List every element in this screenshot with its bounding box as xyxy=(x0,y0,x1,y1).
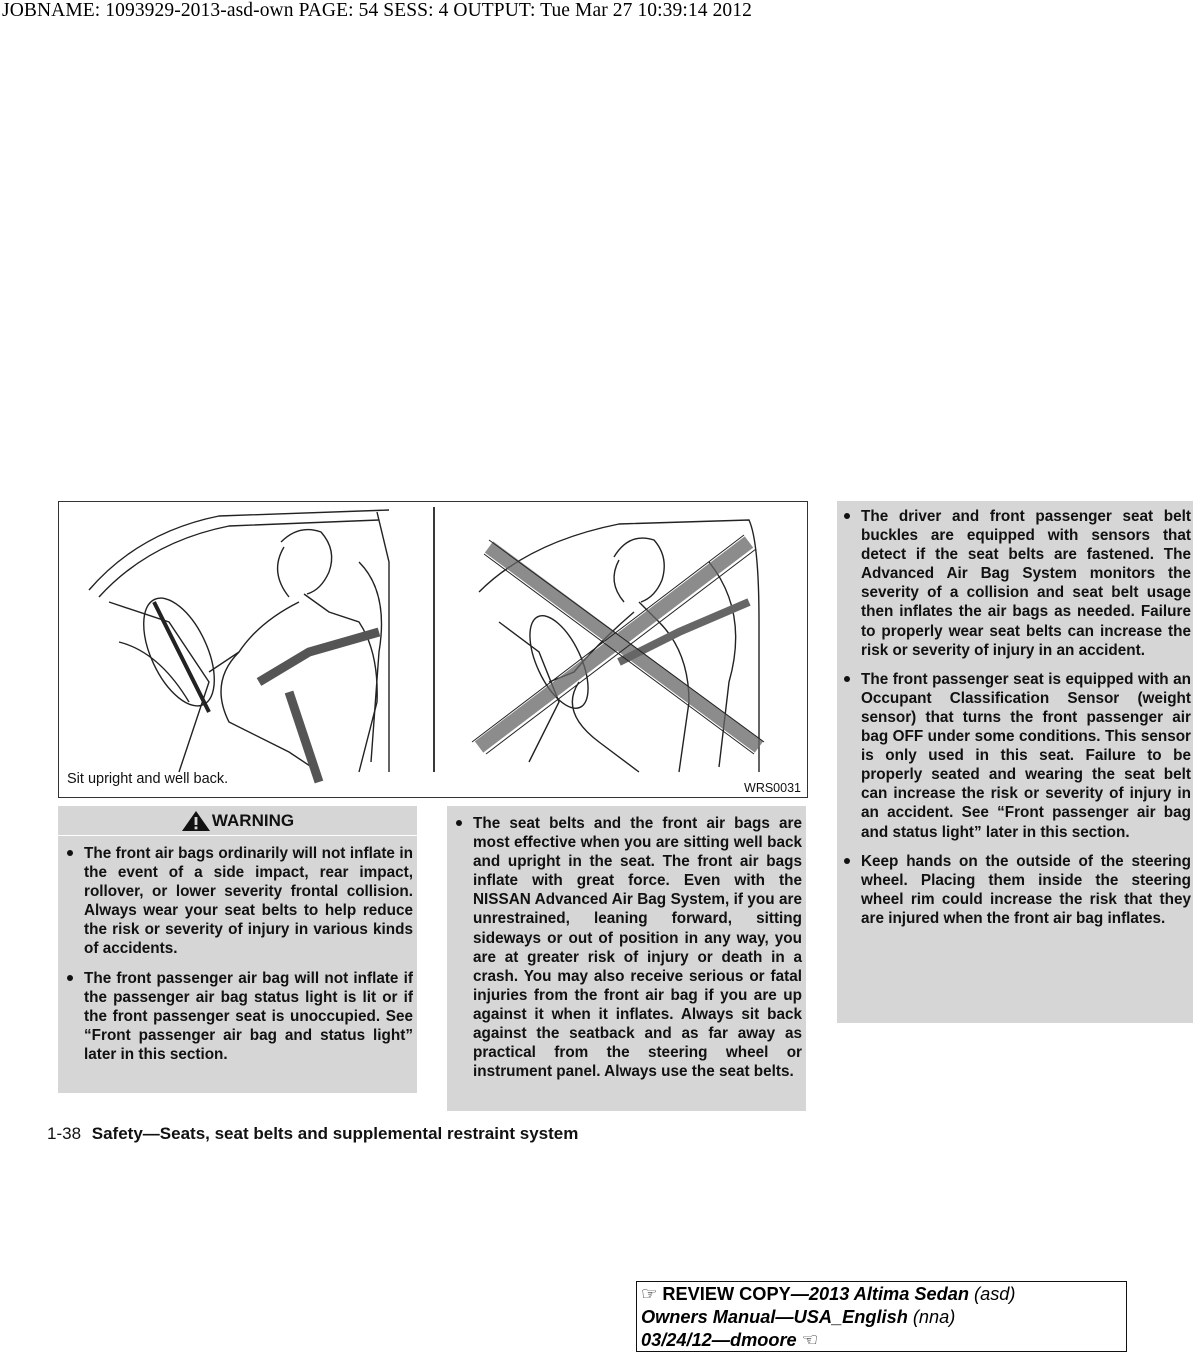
warning-column-2 xyxy=(447,806,806,1111)
warning-bullet: The driver and front passenger seat belt buckles are equipped with sensors that detect if the seat belts are fastened. The Advanced Air Bag System monitors the severity of a collision and seat belt usage then inflates the air bags as needed. Failure to properly wear seat belts can increase the risk or severity of injury in an accident. xyxy=(839,507,1191,660)
review-model: —2013 Altima Sedan xyxy=(790,1284,969,1304)
warning-bullet: The seat belts and the front air bags are most effective when you are sitting well back and upright in the seat. The front air bags inflate with great force. Even with the NISSAN Advanced Air Bag System, if you are unrestrained, leaning forward, sitting sideways or out of position in any way, you are at greater risk of injury or death in a crash. You may also receive serious or fatal injuries from the front air bag if you are up against it when it inflates. Always sit back against the seatback and as far away as practical from the steering wheel or instrument panel. Always use the seat belts. xyxy=(451,814,802,1081)
warning-bullet: Keep hands on the outside of the steering wheel. Placing them inside the steering wheel rim could increase the risk that they are injured when the front air bag inflates. xyxy=(839,852,1191,928)
job-header: JOBNAME: 1093929-2013-asd-own PAGE: 54 SESS: 4 OUTPUT: Tue Mar 27 10:39:14 2012 xyxy=(2,0,752,21)
pointing-hand-left-icon: ☜ xyxy=(801,1330,819,1350)
page-footer xyxy=(47,1124,578,1144)
warning-column-3 xyxy=(837,501,1193,1023)
warning-title: WARNING xyxy=(211,810,295,830)
page-number: 1-38 xyxy=(47,1124,82,1143)
section-title: Safety—Seats, seat belts and supplemental restraint system xyxy=(91,1124,579,1143)
review-date-author: 03/24/12—dmoore xyxy=(641,1330,797,1350)
seating-illustration xyxy=(58,501,808,798)
pointing-hand-icon: ☞ xyxy=(641,1284,658,1304)
warning-triangle-icon xyxy=(181,810,211,832)
warning-bullet: The front air bags ordinarily will not inflate in the event of a side impact, rear impact, rollover, or lower severity frontal collision. Always wear your seat belts to help reduce the risk or severity of injury in various kinds of accidents. xyxy=(62,844,413,959)
figure-code: WRS0031 xyxy=(744,781,801,795)
warning-bullet: The front passenger air bag will not inflate if the passenger air bag status light is lit or if the front passenger seat is unoccupied. See “Front passenger air bag and status light” later in this section. xyxy=(62,969,413,1064)
warning-header xyxy=(58,806,417,835)
review-copy-box xyxy=(636,1281,1127,1352)
review-label: REVIEW COPY xyxy=(662,1284,791,1304)
review-manual-code: (nna) xyxy=(912,1307,956,1327)
figure-caption: Sit upright and well back. xyxy=(67,771,229,787)
seating-illustration-drawing xyxy=(59,502,807,797)
review-manual: Owners Manual—USA_English xyxy=(641,1307,908,1327)
review-model-code: (asd) xyxy=(974,1284,1016,1304)
warning-bullet: The front passenger seat is equipped with an Occupant Classification Sensor (weight sensor) that turns the front passenger air bag OFF under some conditions. This sensor is only used in this seat. Failure to be properly seated and wearing the seat belt can increase the risk or severity of injury in an accident. See “Front passenger air bag and status light” later in this section. xyxy=(839,670,1191,842)
warning-column-1 xyxy=(58,836,417,1093)
